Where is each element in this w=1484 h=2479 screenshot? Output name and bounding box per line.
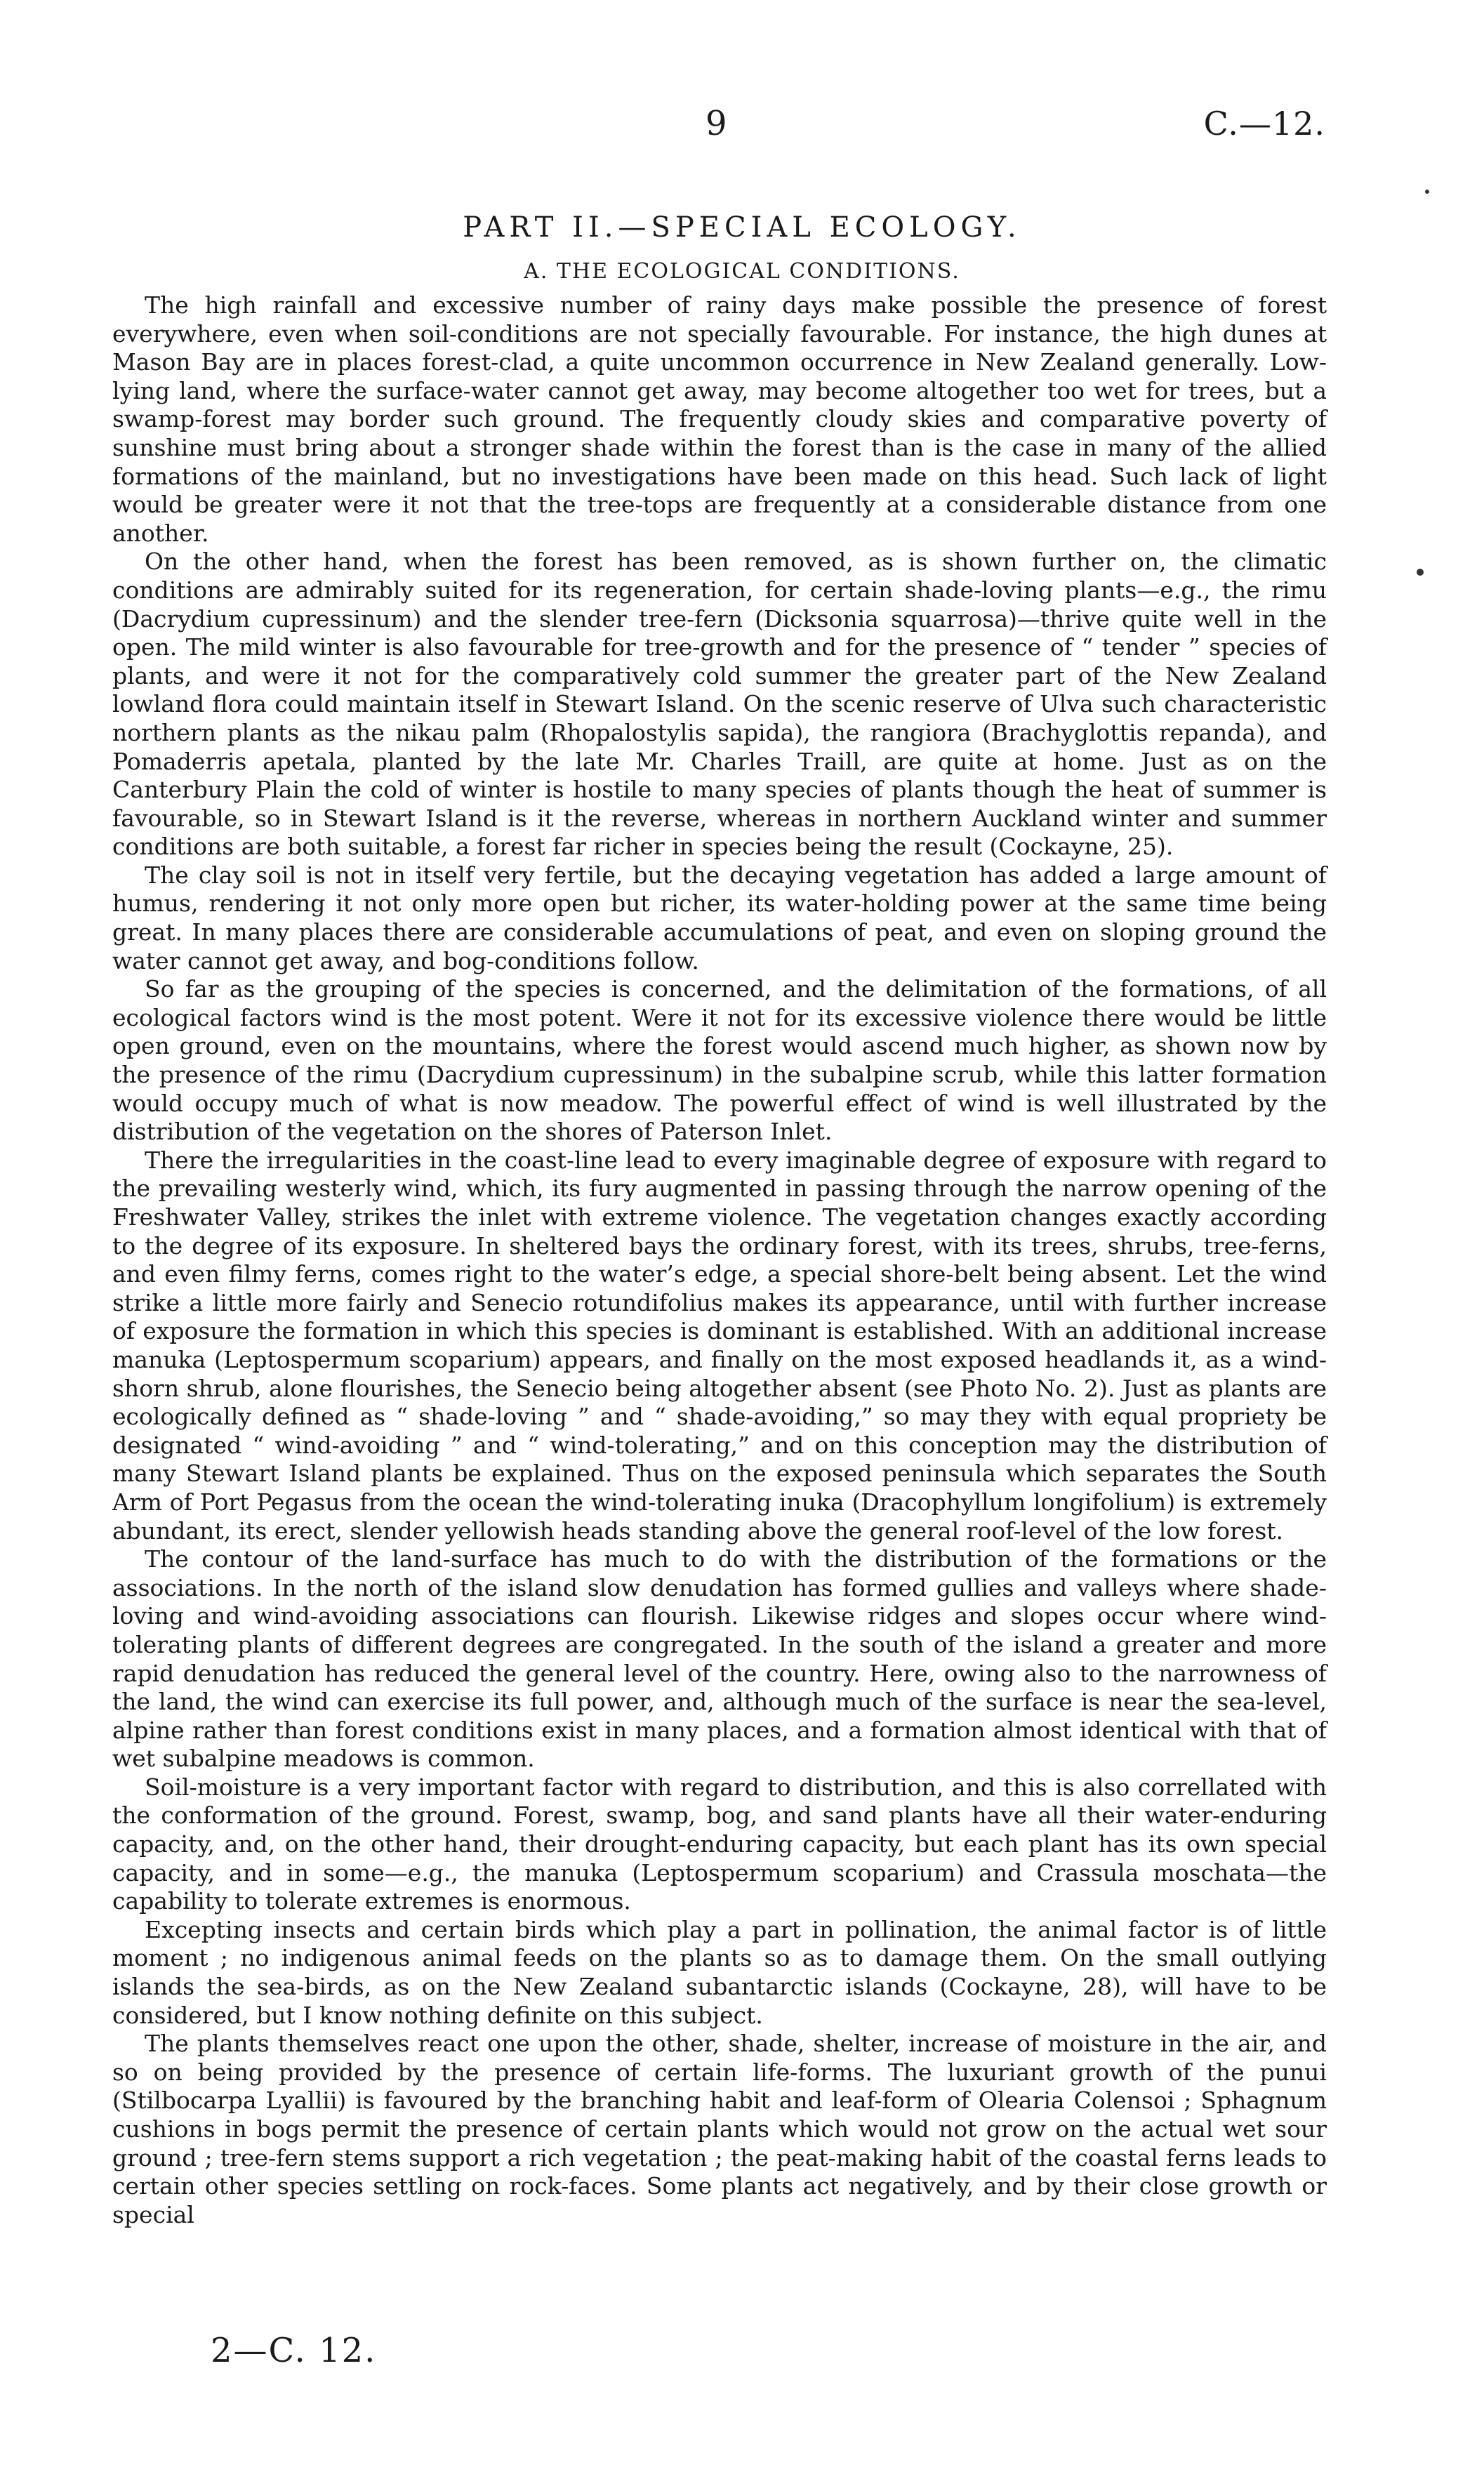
paragraph: There the irregularities in the coast-line lead to every imaginable degree of exposure with regard to the prevailing westerly wind, which, its fury augmented in passing through the narrow opening of the Freshwater Valley, strikes the inlet with extreme violence. The vegetation changes exactly according to the degree of its exposure. In sheltered bays the ordinary forest, with its trees, shrubs, tree-ferns, and even filmy ferns, comes right to the water’s edge, a special shore-belt being absent. Let the wind strike a little more fairly and Senecio rotundifolius makes its appearance, until with further increase of exposure the formation in which this species is dominant is established. With an additional increase manuka (Leptospermum scoparium) appears, and finally on the most exposed headlands it, as a wind-shorn shrub, alone flourishes, the Senecio being altogether absent (see Photo No. 2). Just as plants are ecologically defined as “ shade-loving ” and “ shade-avoiding,” so may they with equal propriety be designated “ wind-avoiding ” and “ wind-tolerating,” and on this conception may the distribution of many Stewart Island plants be explained. Thus on the exposed peninsula which separates the South Arm of Port Pegasus from the ocean the wind-tolerating inuka (Dracophyllum longifolium) is extremely abundant, its erect, slender yellowish heads standing above the general roof-level of the low forest. — [112, 1146, 1327, 1545]
paragraph: The plants themselves react one upon the other, shade, shelter, increase of moisture in the air, and so on being provided by the presence of certain life-forms. The luxuriant growth of the punui (Stilbocarpa Lyallii) is favoured by the branching habit and leaf-form of Olearia Colensoi ; Sphagnum cushions in bogs permit the presence of certain plants which would not grow on the actual wet sour ground ; tree-fern stems support a rich vegetation ; the peat-making habit of the coastal ferns leads to certain other species settling on rock-faces. Some plants act negatively, and by their close growth or special — [112, 2030, 1327, 2228]
margin-mark — [1425, 190, 1429, 194]
paragraph: Soil-moisture is a very important factor with regard to distribution, and this is also correllated with the conformation of the ground. Forest, swamp, bog, and sand plants have all their water-enduring capacity, and, on the other hand, their drought-enduring capacity, but each plant has its own special capacity, and in some—e.g., the manuka (Leptospermum scoparium) and Crassula moschata—the capability to tolerate extremes is enormous. — [112, 1773, 1327, 1915]
section-title: A. THE ECOLOGICAL CONDITIONS. — [524, 259, 960, 284]
paragraph: The high rainfall and excessive number of rainy days make possible the presence of forest everywhere, even when soil-conditions are not specially favourable. For instance, the high dunes at Mason Bay are in places forest-clad, a quite uncommon occurrence in New Zealand generally. Low-lying land, where the surface-water cannot get away, may become altogether too wet for trees, but a swamp-forest may border such ground. The frequently cloudy skies and comparative poverty of sunshine must bring about a stronger shade within the forest than is the case in many of the allied formations of the mainland, but no investigations have been made on this head. Such lack of light would be greater were it not that the tree-tops are frequently at a considerable distance from one another. — [112, 291, 1327, 547]
body-text — [112, 291, 1327, 2229]
paragraph: So far as the grouping of the species is concerned, and the delimitation of the formations, of all ecological factors wind is the most potent. Were it not for its excessive violence there would be little open ground, even on the mountains, where the forest would ascend much higher, as shown now by the presence of the rimu (Dacrydium cupressinum) in the subalpine scrub, while this latter formation would occupy much of what is now meadow. The powerful effect of wind is well illustrated by the distribution of the vegetation on the shores of Paterson Inlet. — [112, 975, 1327, 1146]
page-header — [0, 104, 1484, 153]
paragraph: The contour of the land-surface has much to do with the distribution of the formations or the associations. In the north of the island slow denudation has formed gullies and valleys where shade-loving and wind-avoiding associations can flourish. Likewise ridges and slopes occur where wind-tolerating plants of different degrees are congregated. In the south of the island a greater and more rapid denudation has reduced the general level of the country. Here, owing also to the narrowness of the land, the wind can exercise its full power, and, although much of the surface is near the sea-level, alpine rather than forest conditions exist in many places, and a formation almost identical with that of wet subalpine meadows is common. — [112, 1545, 1327, 1773]
page-number: 9 — [705, 104, 727, 143]
paragraph: The clay soil is not in itself very fertile, but the decaying vegetation has added a large amount of humus, rendering it not only more open but richer, its water-holding power at the same time being great. In many places there are considerable accumulations of peat, and even on sloping ground the water cannot get away, and bog-conditions follow. — [112, 861, 1327, 974]
paragraph: On the other hand, when the forest has been removed, as is shown further on, the climatic conditions are admirably suited for its regeneration, for certain shade-loving plants—e.g., the rimu (Dacrydium cupressinum) and the slender tree-fern (Dicksonia squarrosa)—thrive quite well in the open. The mild winter is also favourable for tree-growth and for the presence of “ tender ” species of plants, and were it not for the comparatively cold summer the greater part of the New Zealand lowland flora could maintain itself in Stewart Island. On the scenic reserve of Ulva such characteristic northern plants as the nikau palm (Rhopalostylis sapida), the rangiora (Brachyglottis repanda), and Pomaderris apetala, planted by the late Mr. Charles Traill, are quite at home. Just as on the Canterbury Plain the cold of winter is hostile to many species of plants though the heat of summer is favourable, so in Stewart Island is it the reverse, whereas in northern Auckland winter and summer conditions are both suitable, a forest far richer in species being the result (Cockayne, 25). — [112, 548, 1327, 861]
document-reference: C.—12. — [1203, 105, 1325, 143]
part-title: PART II.—SPECIAL ECOLOGY. — [463, 211, 1021, 244]
margin-mark — [1417, 569, 1424, 576]
paragraph: Excepting insects and certain birds which play a part in pollination, the animal factor is of little moment ; no indigenous animal feeds on the plants so as to damage them. On the small outlying islands the sea-birds, as on the New Zealand subantarctic islands (Cockayne, 28), will have to be considered, but I know nothing definite on this subject. — [112, 1915, 1327, 2029]
signature-mark: 2—C. 12. — [211, 2331, 377, 2370]
